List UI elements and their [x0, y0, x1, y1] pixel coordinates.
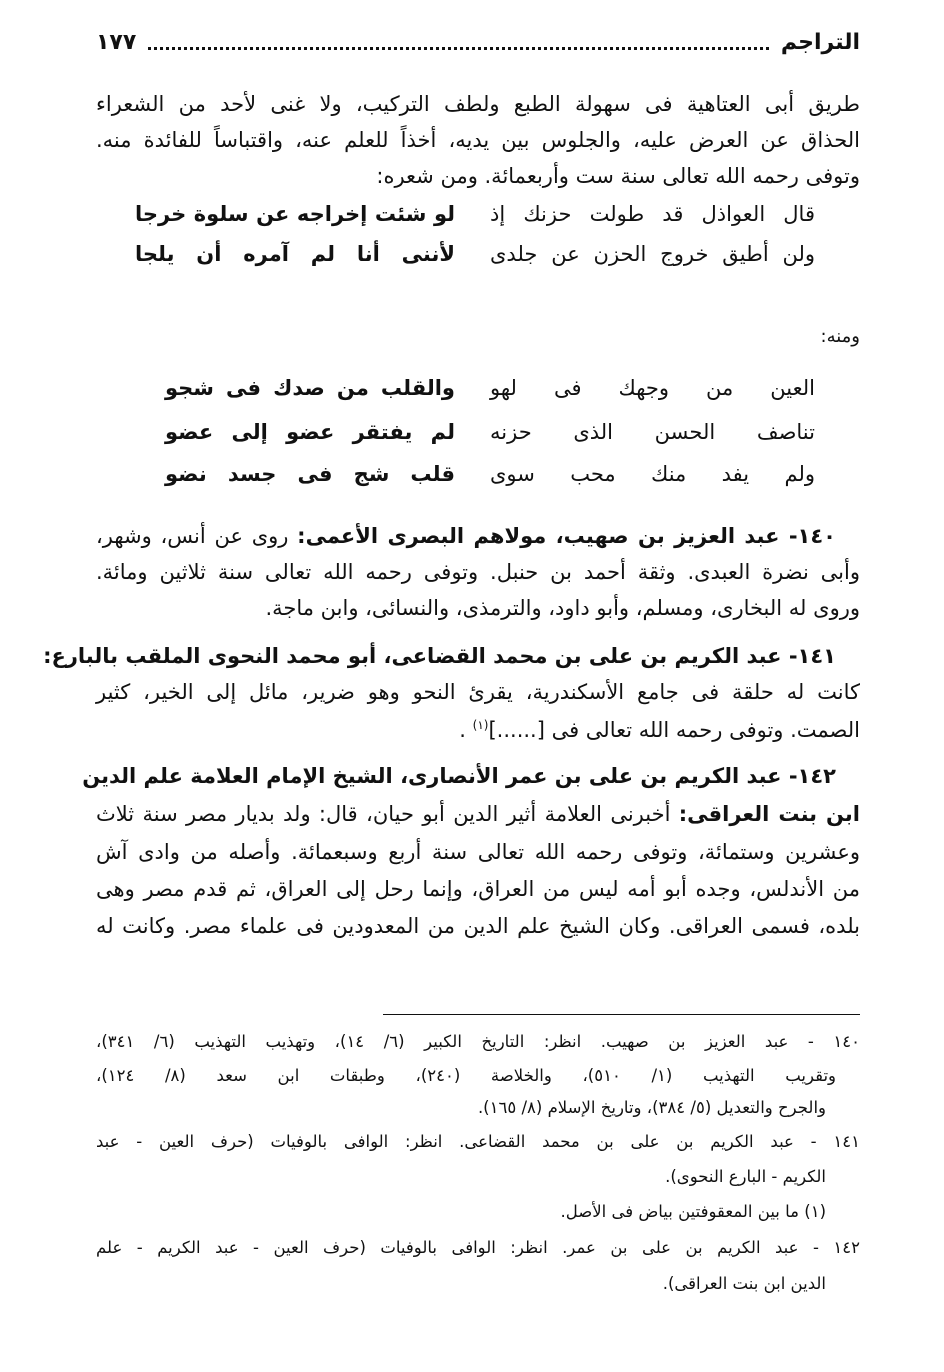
- footnote-line: والجرح والتعديل (٥/ ٣٨٤)، وتاريخ الإسلام (٨/ ١٦٥).: [477, 1098, 826, 1117]
- entry-142-line: من الأندلس، وجده أبو أمه ليس من العراق، وإنما رحل إلى العراق، ثم قدم مصر وهى: [96, 877, 860, 901]
- entry-140-line: [96, 524, 860, 548]
- entry-141-heading: ١٤١- عبد الكريم بن على بن محمد القضاعى، أبو محمد النحوى الملقب بالبارع:: [43, 644, 836, 668]
- entry-140-text: روى عن أنس، وشهر،: [96, 524, 298, 548]
- page-number: ١٧٧: [96, 30, 137, 55]
- verse-hemistich: قال العواذل قد طولت حزنك إذ: [490, 202, 815, 226]
- entry-140-line: وأبى نضرة العبدى. وثقة أحمد بن حنبل. وتوفى رحمه الله تعالى سنة ثلاثين ومائة.: [96, 560, 860, 584]
- entry-142-line: [96, 802, 860, 826]
- footnote-line: وتقريب التهذيب (١/ ٥١٠)، والخلاصة (٢٤٠)، وطبقات ابن سعد (٨/ ١٢٤)،: [96, 1066, 837, 1085]
- entry-140-line: وروى له البخارى، ومسلم، وأبو داود، والترمذى، والنسائى، وابن ماجة.: [265, 596, 860, 620]
- verse-hemistich: قلب شج فى جسد نضو: [165, 462, 455, 486]
- verse-hemistich: والقلب من صدك فى شجو: [165, 376, 455, 400]
- header-leader-dots: [148, 35, 769, 50]
- entry-142-text: أخبرنى العلامة أثير الدين أبو حيان، قال: ولد بديار مصر سنة ثلاث: [96, 802, 679, 826]
- body-line: وتوفى رحمه الله تعالى سنة ست وأربعمائة. ومن شعره:: [376, 164, 860, 188]
- verse-hemistich: لأننى أنا لم آمره أن يلجا: [135, 242, 455, 266]
- footnote-line: الكريم - البارع النحوى).: [665, 1167, 826, 1186]
- section-title: التراجم: [780, 30, 860, 55]
- footnote-divider: [383, 1014, 860, 1015]
- entry-141-line: كانت له حلقة فى جامع الأسكندرية، يقرئ النحو وهو ضرير، مائل إلى الخير، كثير: [96, 680, 860, 704]
- entry-142-line: بلده، فسمى العراقى. وكان الشيخ علم الدين من المعدودين فى علماء مصر. وكانت له: [96, 914, 860, 938]
- verse-hemistich: تناصف الحسن الذى حزنه: [490, 420, 815, 444]
- verse-hemistich: ولن أطيق خروج الحزن عن جلدى: [490, 242, 815, 266]
- footnote-line: ١٤٠ - عبد العزيز بن صهيب. انظر: التاريخ الكبير (٦/ ١٤)، وتهذيب التهذيب (٦/ ٣٤١)،: [96, 1032, 861, 1051]
- verse-hemistich: لم يفتقر عضو إلى عضو: [165, 420, 455, 444]
- body-line: طريق أبى العتاهية فى سهولة الطبع ولطف التركيب، ولا غنى لأحد من الشعراء: [96, 92, 860, 116]
- verse-hemistich: ولم يفد منك محب سوى: [490, 462, 815, 486]
- footnote-line: ١٤٢ - عبد الكريم بن على بن عمر. انظر: الوافى بالوفيات (حرف العين - عبد الكريم - علم: [96, 1238, 860, 1257]
- and-from-him: ومنه:: [820, 326, 860, 347]
- footnote-line: (١) ما بين المعقوفتين بياض فى الأصل.: [560, 1202, 826, 1221]
- entry-142-heading: ١٤٢- عبد الكريم بن على بن عمر الأنصارى، الشيخ الإمام العلامة علم الدين: [82, 764, 836, 788]
- entry-142-heading-cont: ابن بنت العراقى:: [678, 802, 860, 826]
- verse-hemistich: لو شئت إخراجه عن سلوة خرجا: [135, 202, 455, 226]
- footnote-ref[interactable]: (١): [472, 718, 489, 732]
- entry-140-heading: ١٤٠- عبد العزيز بن صهيب، مولاهم البصرى الأعمى:: [297, 524, 836, 548]
- entry-141-text: الصمت. وتوفى رحمه الله تعالى فى [......]: [488, 718, 860, 742]
- footnote-line: ١٤١ - عبد الكريم بن على بن محمد القضاعى. انظر: الوافى بالوفيات (حرف العين - عبد: [96, 1132, 860, 1151]
- running-header: [96, 30, 860, 55]
- body-line: الحذاق عن العرض عليه، والجلوس بين يديه، أخذاً للعلم عنه، واقتباساً للفائدة منه.: [96, 128, 860, 152]
- entry-141-line: الصمت. وتوفى رحمه الله تعالى فى [......]$^{(١)}$ .: [459, 718, 860, 742]
- entry-142-line: وعشرين وستمائة، وتوفى رحمه الله تعالى سنة أربع وسبعمائة. وأصله من وادى آش: [96, 840, 860, 864]
- verse-hemistich: العين من وجهك فى لهو: [490, 376, 815, 400]
- footnote-line: الدين ابن بنت العراقى).: [662, 1274, 826, 1293]
